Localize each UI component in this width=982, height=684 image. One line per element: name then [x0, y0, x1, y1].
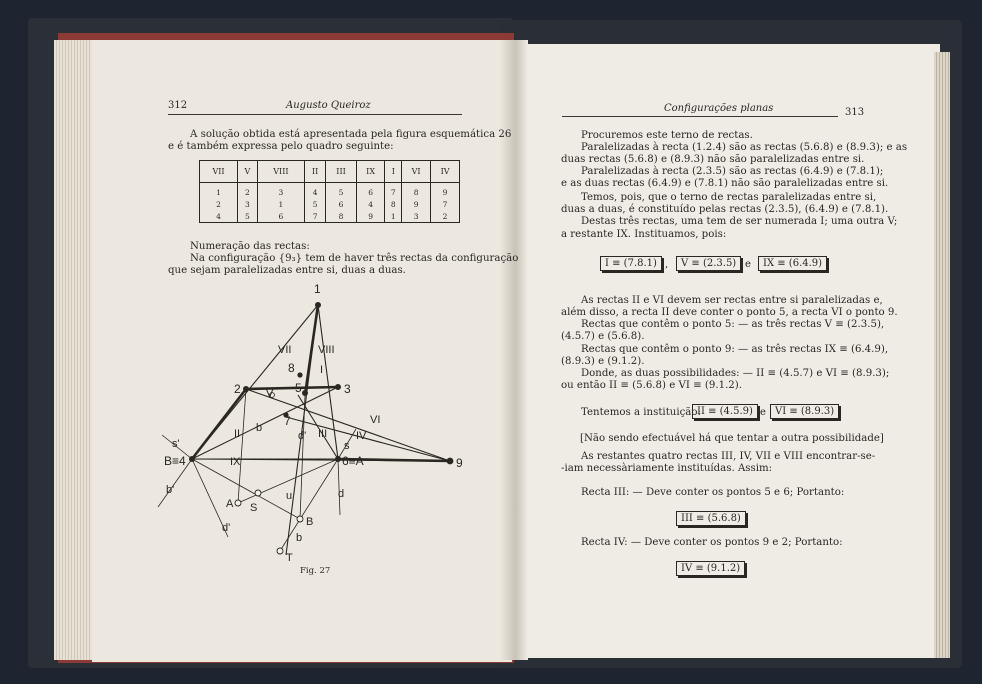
body-line: Paralelizadas à recta (1.2.4) são as rectas (5.6.8) e (8.9.3); e as [581, 142, 908, 153]
table-header: VII [200, 161, 238, 183]
point-a6 [335, 456, 341, 462]
label-s-prime: s' [172, 438, 180, 450]
label-ix: IX [230, 456, 241, 468]
table-cell: 2 [238, 183, 258, 199]
table-cell: 3 [238, 198, 258, 210]
table-cell: 6 [257, 210, 304, 222]
label-viii: VIII [318, 344, 335, 356]
body-line: duas a duas, é constituído pelas rectas (2.3.5), (6.4.9) e (7.8.1). [561, 204, 889, 215]
body-line: Paralelizadas à recta (2.3.5) são as rectas (6.4.9) e (7.8.1); [581, 166, 884, 177]
table-cell: 8 [385, 198, 402, 210]
table-cell: 7 [305, 210, 326, 222]
body-line: a restante IX. Instituamos, pois: [561, 229, 727, 240]
intro-line-2: e é também expressa pelo quadro seguinte: [168, 141, 394, 152]
body-line: duas rectas (5.6.8) e (8.9.3) não são paralelizadas entre si. [561, 154, 865, 165]
table-cell: 7 [385, 183, 402, 199]
line-d [338, 459, 340, 515]
numbering-heading: Numeração das rectas: [190, 241, 310, 252]
line-2-4-bold [192, 389, 246, 459]
table-cell: 9 [356, 210, 385, 222]
label-d: d [338, 488, 345, 500]
right-header-rule [562, 116, 838, 117]
tentemos-label: Tentemos a instituição: [581, 407, 701, 418]
label-i: I [320, 364, 324, 376]
point-b [297, 516, 303, 522]
table-cell: 8 [326, 210, 356, 222]
body-line: Donde, as duas possibilidades: — II ≡ (4.5.7) e VI ≡ (8.9.3); [581, 368, 890, 379]
line-a-t [280, 459, 338, 551]
body-line: As rectas II e VI devem ser rectas entre si paralelizadas e, [581, 295, 883, 306]
table-cell: 4 [216, 211, 221, 221]
point-b4 [189, 456, 195, 462]
point-5 [302, 390, 308, 396]
left-header-rule [168, 114, 462, 115]
configuration-table [199, 160, 460, 223]
point-3 [335, 384, 341, 390]
table-cell: 3 [257, 183, 304, 199]
right-page-number: 313 [845, 107, 865, 118]
table-header: VI [402, 161, 431, 183]
box-ii: II ≡ (4.5.9) [692, 404, 758, 419]
label-7: 7 [284, 414, 291, 428]
line-b-b [192, 459, 300, 519]
figure-caption: Fig. 27 [300, 566, 331, 576]
label-u: u [286, 490, 293, 502]
label-9: 9 [456, 456, 463, 470]
table-header: IV [431, 161, 460, 183]
body-line: ou então II ≡ (5.6.8) e VI ≡ (9.1.2). [561, 380, 743, 391]
body-line: e as duas rectas (6.4.9) e (7.8.1) não são paralelizadas entre si. [561, 178, 889, 189]
table-row [200, 198, 460, 210]
point-9 [447, 458, 454, 465]
point-t [277, 548, 283, 554]
box-v: V ≡ (2.3.5) [676, 256, 741, 271]
point-2 [243, 386, 249, 392]
table-row [200, 210, 460, 222]
label-v: V [266, 388, 274, 400]
box-separator: e [760, 407, 766, 418]
label-d-prime-2: d' [222, 522, 231, 534]
figure-labels [164, 282, 463, 564]
table-cell: 8 [402, 183, 431, 199]
table-header: I [385, 161, 402, 183]
label-2: 2 [234, 382, 241, 396]
line-v-bold [246, 387, 338, 389]
table-cell: 5 [326, 183, 356, 199]
body-line: (8.9.3) e (9.1.2). [561, 356, 645, 367]
table-cell: 4 [305, 183, 326, 199]
label-d-prime-1: d' [298, 430, 307, 442]
right-running-head: Configurações planas [664, 103, 774, 114]
table-cell: 5 [305, 198, 326, 210]
body-line: Destas três rectas, uma tem de ser numerada I; uma outra V; [581, 216, 898, 227]
table-cell: 9 [431, 183, 460, 199]
figure-open-points [235, 393, 303, 554]
label-5: 5 [295, 381, 302, 395]
line-u [300, 395, 305, 519]
point-1 [315, 302, 321, 308]
table-cell: 1 [385, 210, 402, 222]
point-8 [297, 372, 302, 377]
table-cell: 6 [326, 198, 356, 210]
numbering-line-1: Na configuração {9₃} tem de haver três rectas da configuração [190, 253, 519, 264]
table-cell: 5 [238, 210, 258, 222]
label-b-point: B [306, 516, 314, 528]
label-b4: B≡4 [164, 454, 186, 468]
numbering-line-2: que sejam paralelizadas entre si, duas a duas. [168, 265, 406, 276]
left-running-head: Augusto Queiroz [286, 100, 371, 111]
label-vi: VI [370, 414, 381, 426]
label-iii: III [318, 428, 328, 440]
line-iv [286, 417, 450, 461]
body-line: As restantes quatro rectas III, IV, VII e VIII encontrar-se- [581, 451, 876, 462]
body-line: Temos, pois, que o terno de rectas paralelizadas entre si, [581, 192, 877, 203]
box-vi: VI ≡ (8.9.3) [770, 404, 839, 419]
table-cell: 1 [216, 187, 221, 197]
label-s: s [344, 440, 350, 452]
table-cell: 6 [356, 183, 385, 199]
label-ii: II [234, 428, 241, 440]
label-t: T [286, 552, 293, 564]
table-cell: 7 [431, 198, 460, 210]
box-iii: III ≡ (5.6.8) [676, 511, 746, 526]
box-i: I ≡ (7.8.1) [600, 256, 662, 271]
label-a: A [226, 498, 234, 510]
body-line: Procuremos este terno de rectas. [581, 130, 753, 141]
label-vii: VII [278, 344, 292, 356]
body-line: (4.5.7) e (5.6.8). [561, 331, 645, 342]
figure-27-diagram [150, 275, 480, 565]
table-header: VIII [257, 161, 304, 183]
label-b-lower: b [296, 532, 303, 544]
table-cell: 1 [257, 198, 304, 210]
table-row [200, 183, 460, 199]
table-cell: 9 [402, 198, 431, 210]
line-2-a [238, 389, 246, 503]
left-page-number: 312 [168, 100, 188, 111]
table-cell: 3 [402, 210, 431, 222]
table-cell: 4 [356, 198, 385, 210]
label-s-point: S [250, 502, 258, 514]
recta-iii-line: Recta III: — Deve conter os pontos 5 e 6; Portanto: [581, 487, 845, 498]
body-line: além disso, a recta II deve conter o ponto 5, a recta VI o ponto 9. [561, 307, 898, 318]
label-a6: 6≡A [342, 454, 364, 468]
box-ix: IX ≡ (6.4.9) [758, 256, 827, 271]
label-1: 1 [314, 282, 321, 296]
box-iv: IV ≡ (9.1.2) [676, 561, 745, 576]
box-separator: , [665, 259, 669, 270]
body-line: Rectas que contêm o ponto 5: — as três rectas V ≡ (2.3.5), [581, 319, 885, 330]
table-header: II [305, 161, 326, 183]
label-8: 8 [288, 361, 295, 375]
table-cell: 2 [216, 199, 221, 209]
table-header: III [326, 161, 356, 183]
table-cell: 2 [431, 210, 460, 222]
intro-line-1: A solução obtida está apresentada pela figura esquemática 26 [190, 129, 512, 140]
table-header: IX [356, 161, 385, 183]
body-line: -iam necessàriamente instituídas. Assim: [561, 463, 773, 474]
point-a [235, 500, 241, 506]
point-s [255, 490, 261, 496]
label-iv: IV [356, 430, 367, 442]
label-3: 3 [344, 382, 351, 396]
bracket-note: [Não sendo efectuável há que tentar a outra possibilidade] [580, 433, 884, 444]
label-b-small: b [256, 422, 263, 434]
label-b-prime: b' [166, 484, 175, 496]
recta-iv-line: Recta IV: — Deve conter os pontos 9 e 2; Portanto: [581, 537, 843, 548]
body-line: Rectas que contêm o ponto 9: — as três rectas IX ≡ (6.4.9), [581, 344, 889, 355]
right-page-stack [934, 52, 950, 658]
table-header: V [238, 161, 258, 183]
table-header-row [200, 161, 460, 183]
box-separator: e [745, 259, 751, 270]
